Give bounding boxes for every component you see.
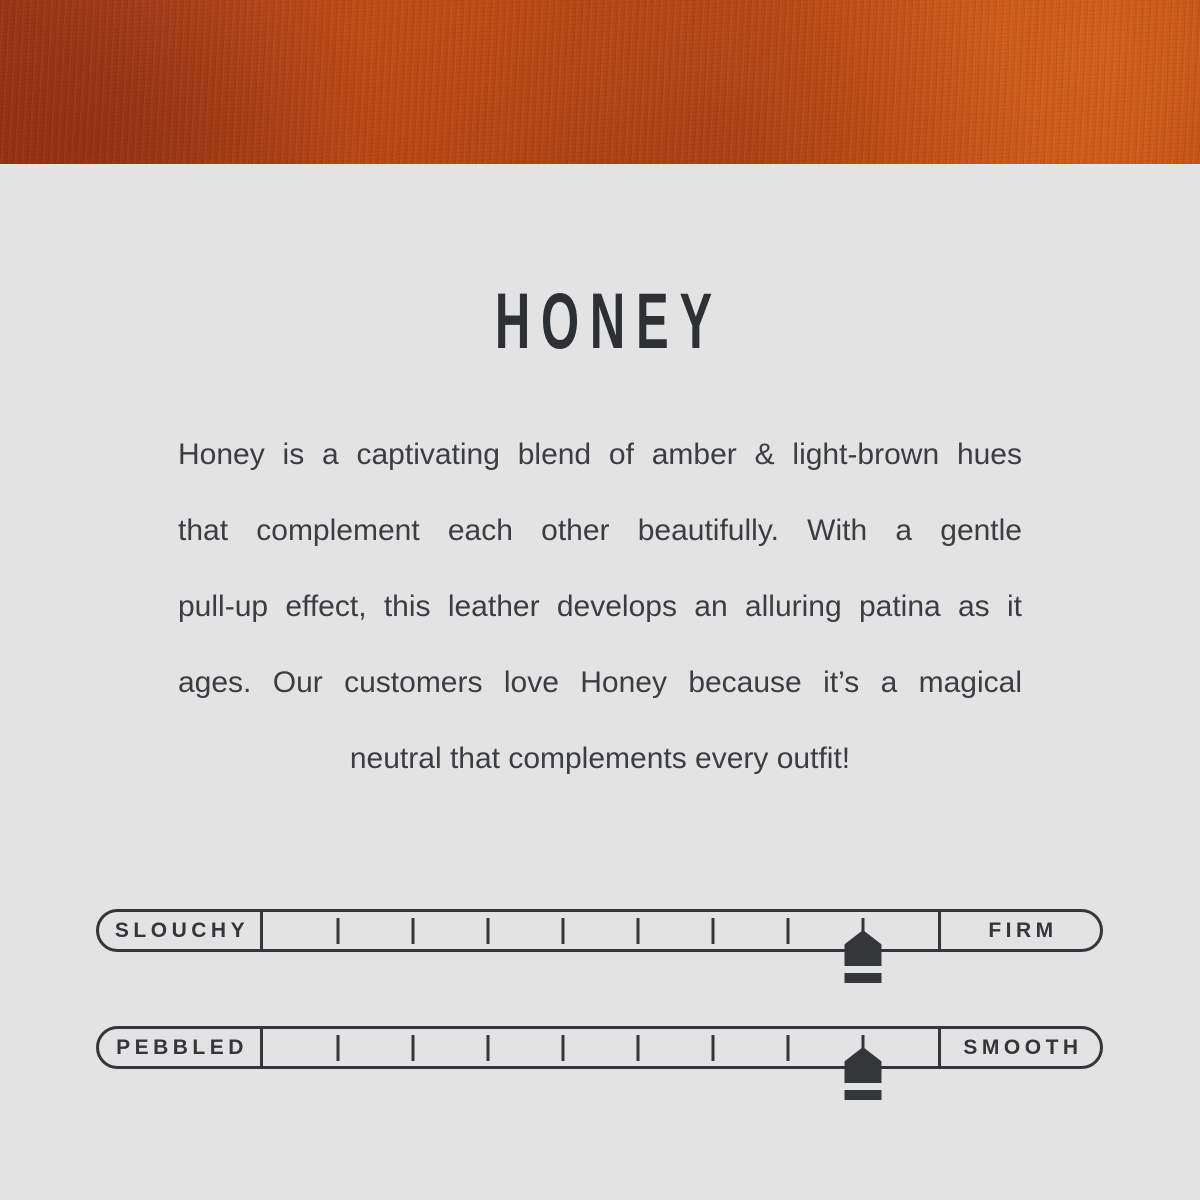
scale-position-marker	[844, 1047, 881, 1100]
description-paragraph	[178, 417, 1022, 797]
tick-mark	[787, 1035, 790, 1061]
tick-mark	[411, 1035, 414, 1061]
page-title: HONEY	[494, 276, 723, 365]
scale-left-label: SLOUCHY	[114, 919, 250, 942]
description-line: that complement each other beautifully. With a gentle	[178, 514, 1022, 547]
description-line: pull-up effect, this leather develops an alluring patina as it	[178, 590, 1022, 623]
tick-mark	[712, 918, 715, 944]
marker-pointer-icon	[844, 930, 881, 966]
description-line: neutral that complements every outfit!	[349, 742, 851, 775]
tick-mark	[637, 1035, 640, 1061]
scale-position-marker	[844, 930, 881, 983]
tick-mark	[637, 918, 640, 944]
scale-right-section	[938, 912, 1100, 949]
scale-track	[263, 912, 938, 949]
tick-mark	[487, 1035, 490, 1061]
tick-mark	[787, 918, 790, 944]
leather-swatch-banner	[0, 0, 1200, 164]
scale-right-section	[938, 1029, 1100, 1066]
tick-mark	[487, 918, 490, 944]
scale-right-label: FIRM	[988, 919, 1058, 942]
marker-base-bar	[844, 973, 881, 983]
scale-right-label: SMOOTH	[963, 1036, 1083, 1059]
tick-mark	[336, 1035, 339, 1061]
slouchy-firm-scale	[96, 909, 1103, 952]
marker-base-bar	[844, 1090, 881, 1100]
marker-pointer-icon	[844, 1047, 881, 1083]
page-title-wrap	[0, 276, 1200, 365]
description-line: Honey is a captivating blend of amber & light-brown hues	[178, 438, 1022, 471]
tick-mark	[411, 918, 414, 944]
tick-mark	[561, 918, 564, 944]
description-line: ages. Our customers love Honey because it’s a magical	[178, 666, 1022, 699]
scale-track	[263, 1029, 938, 1066]
scale-left-label: PEBBLED	[116, 1036, 248, 1059]
tick-mark	[712, 1035, 715, 1061]
tick-mark	[561, 1035, 564, 1061]
pebbled-smooth-scale	[96, 1026, 1103, 1069]
tick-mark	[336, 918, 339, 944]
scale-left-section	[99, 912, 263, 949]
scale-left-section	[99, 1029, 263, 1066]
